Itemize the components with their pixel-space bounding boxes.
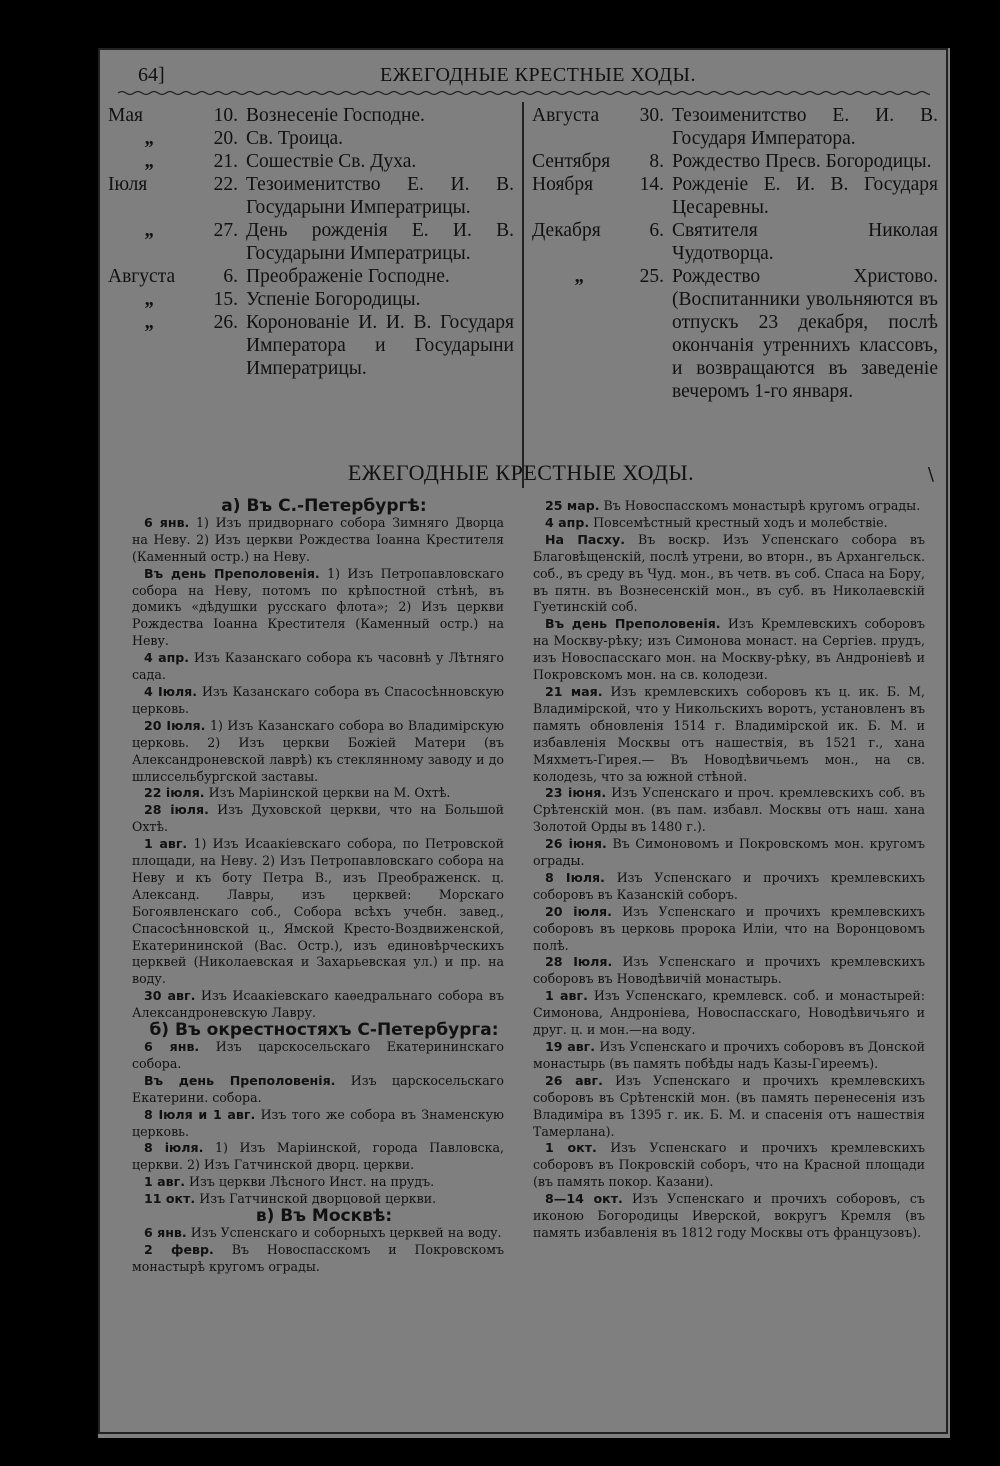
region-heading: б) Въ окрестностяхъ С-Петербурга: bbox=[149, 1020, 499, 1041]
holiday-month: Декабря bbox=[532, 220, 601, 241]
procession-entry bbox=[132, 785, 504, 802]
procession-date: Въ день Преполовенія. bbox=[545, 616, 721, 632]
holiday-entry bbox=[532, 219, 938, 265]
procession-text: 1) Изъ Казанскаго собора во Владимірскую церковь. 2) Изъ церкви Божіей Матери (въ Александроневской лаврѣ) къ стеклянному заводу и до шлиссельбургской заставы. bbox=[132, 717, 504, 784]
procession-text: Изъ Успенскаго и прочихъ соборовъ, съ иконою Богородицы Иверской, вокругъ Кремля (въ память избавленія въ 1812 году Москвы отъ французовъ). bbox=[533, 1191, 925, 1240]
procession-entry bbox=[132, 650, 504, 684]
procession-date: 25 мар. bbox=[545, 498, 600, 513]
procession-text: Въ воскр. Изъ Успенскаго собора въ Благовѣщенскій, послѣ утрени, во вторн., въ Архангельск. соб., въ среду въ Чуд. мон., въ четв. въ соб. Спаса на Бору, въ пятн. въ Вознесенскій мон., въ суб. въ Николаевскій Гуетинскій соб. bbox=[533, 531, 925, 615]
procession-text: Въ Симоновомъ и Покровскомъ мон. кругомъ ограды. bbox=[533, 836, 925, 869]
procession-entry bbox=[533, 1039, 925, 1073]
holiday-entry bbox=[108, 127, 514, 150]
procession-date: 6 янв. bbox=[144, 1039, 200, 1054]
procession-text: Изъ Успенскаго и прочихъ соборовъ въ Донской монастырь (въ память побѣды надъ Казы-Гиреемъ). bbox=[533, 1039, 925, 1071]
holiday-entry bbox=[532, 265, 938, 403]
procession-text: Изъ Успенскаго и прочихъ кремлевскихъ соборовъ въ Покровскій соборъ, что на Красной площади (въ память покор. Казани). bbox=[533, 1140, 926, 1190]
procession-entry bbox=[533, 785, 925, 836]
holiday-day: 30. bbox=[639, 105, 664, 126]
holiday-entry bbox=[108, 288, 514, 311]
holiday-entry bbox=[108, 150, 514, 173]
holiday-month: „ bbox=[145, 128, 155, 149]
procession-text: 1) Изъ Петропавловскаго собора на Неву, потомъ по крѣпостной стѣнѣ, въ домикъ «дѣдушки русскаго флота»; 2) Изъ церкви Рождества Іоанна Крестителя (Каменный остр.) на Неву. bbox=[132, 565, 504, 649]
holiday-name: Вознесеніе Господне. bbox=[246, 105, 425, 126]
procession-entry bbox=[533, 1191, 925, 1242]
procession-date: 8 Іюля. bbox=[545, 869, 605, 885]
procession-text: Изъ Успенскаго, кремлевск. соб. и монастырей: Симонова, Андроніева, Новоспасскаго, Новодѣвичьяго и друг. ц. и мон.—на воду. bbox=[533, 988, 925, 1038]
procession-entry bbox=[533, 988, 925, 1039]
procession-entry bbox=[533, 515, 925, 532]
holiday-month: „ bbox=[145, 289, 155, 310]
procession-date: 11 окт. bbox=[144, 1191, 196, 1207]
holiday-day: 6. bbox=[223, 266, 238, 287]
holiday-entry bbox=[108, 311, 514, 380]
holiday-day: 20. bbox=[213, 128, 238, 149]
holiday-day: 10. bbox=[213, 105, 238, 126]
holidays-left-column bbox=[108, 104, 514, 380]
holiday-day: 15. bbox=[213, 289, 238, 310]
procession-entry bbox=[132, 1242, 504, 1276]
wavy-rule bbox=[118, 90, 930, 96]
holiday-name: Рождество Пресв. Богородицы. bbox=[672, 151, 932, 172]
procession-text: Повсемѣстный крестный ходъ и молебствіе. bbox=[593, 514, 888, 530]
procession-text: Изъ Казанскаго собора въ Спасосѣнновскую церковь. bbox=[132, 683, 504, 716]
procession-date: 6 янв. bbox=[144, 514, 190, 530]
procession-entry bbox=[132, 802, 504, 836]
procession-date: 30 авг. bbox=[144, 988, 196, 1004]
procession-date: 26 авг. bbox=[545, 1072, 603, 1088]
holiday-day: 25. bbox=[639, 266, 664, 287]
procession-date: 21 мая. bbox=[545, 683, 603, 699]
procession-date: 8 іюля. bbox=[144, 1140, 204, 1156]
procession-date: 26 іюня. bbox=[545, 836, 607, 852]
procession-entry bbox=[533, 532, 925, 617]
holiday-name: Рождество Христово. (Воспитанники увольняются въ отпускъ 23 декабря, послѣ окончанія утреннихъ классовъ, и возвращаются въ заведеніе вечеромъ 1-го января. bbox=[672, 266, 938, 402]
procession-date: Въ день Преполовенія. bbox=[144, 1072, 336, 1088]
procession-date: 19 авг. bbox=[545, 1039, 596, 1054]
procession-date: 1 авг. bbox=[144, 1174, 185, 1190]
procession-date: 28 іюля. bbox=[144, 802, 209, 818]
procession-text: 1) Изъ Маріинской, города Павловска, церкви. 2) Изъ Гатчинской дворц. церкви. bbox=[132, 1140, 504, 1173]
procession-text: Изъ Казанскаго собора къ часовнѣ у Лѣтняго сада. bbox=[132, 650, 504, 683]
procession-entry bbox=[132, 1107, 504, 1141]
holiday-name: Преображеніе Господне. bbox=[246, 266, 450, 287]
procession-date: 1 авг. bbox=[545, 988, 588, 1004]
holiday-month: Ноября bbox=[532, 174, 594, 195]
region-heading: в) Въ Москвѣ: bbox=[255, 1206, 393, 1227]
procession-date: 4 апр. bbox=[144, 650, 190, 666]
procession-text: Изъ Кремлевскихъ соборовъ на Москву-рѣку; изъ Симонова монаст. на Сергіев. прудъ, изъ Новоспасскаго мон. на Москву-рѣку, въ Андроніевѣ и Покровскомъ мон. на св. колодези. bbox=[533, 616, 925, 683]
procession-date: 28 Іюля. bbox=[545, 954, 613, 970]
procession-entry bbox=[533, 616, 925, 684]
procession-entry bbox=[533, 904, 925, 955]
procession-date: 4 Іюля. bbox=[144, 683, 198, 699]
holiday-day: 27. bbox=[213, 220, 238, 241]
procession-text: Изъ кремлевскихъ соборовъ къ ц. ик. Б. М, Владимірской, что у Никольскихъ воротъ, установленъ въ память обновленія 1514 г. Владимірской ик. Б. М. и избавленія Москвы отъ нашествія, въ 1521 г., хана Мяхметъ-Гирея.— Въ Новодѣвичьемъ мон., на св. колодезь, что за южной стѣной. bbox=[533, 683, 925, 784]
holiday-name: Тезоименитство Е. И. В. Государя Императора. bbox=[672, 105, 938, 149]
procession-entry bbox=[533, 1073, 925, 1141]
procession-date: 1 авг. bbox=[144, 836, 188, 852]
holiday-month: Мая bbox=[108, 105, 143, 126]
procession-text: Изъ Духовской церкви, что на Большой Охтѣ. bbox=[132, 802, 504, 835]
procession-date: 20 іюля. bbox=[545, 903, 612, 919]
holiday-day: 14. bbox=[639, 174, 664, 195]
procession-date: 8 Іюля и 1 авг. bbox=[144, 1106, 256, 1122]
procession-entry bbox=[132, 566, 504, 651]
procession-entry bbox=[132, 515, 504, 566]
procession-text: 1) Изъ придворнаго собора Зимняго Дворца на Неву. 2) Изъ церкви Рождества Іоанна Крестителя (Каменный остр.) на Неву. bbox=[132, 514, 504, 564]
procession-date: 1 окт. bbox=[545, 1140, 597, 1156]
procession-entry bbox=[132, 1073, 504, 1107]
procession-text: Изъ Исаакіевскаго каѳедральнаго собора въ Александроневскую Лавру. bbox=[132, 988, 504, 1021]
section-title: ЕЖЕГОДНЫЕ КРЕСТНЫЕ ХОДЫ. bbox=[347, 460, 695, 485]
procession-entry bbox=[533, 954, 925, 988]
margin-mark: \ bbox=[927, 464, 934, 485]
holiday-name: День рожденія Е. И. В. Государыни Императрицы. bbox=[246, 220, 514, 264]
holiday-name: Тезоименитство Е. И. В. Государыни Императрицы. bbox=[246, 174, 514, 218]
region-heading: а) Въ С.-Петербургѣ: bbox=[221, 496, 427, 516]
holiday-name: Успеніе Богородицы. bbox=[246, 289, 421, 310]
holiday-month: Іюля bbox=[108, 174, 148, 195]
procession-entry bbox=[132, 1039, 504, 1073]
procession-date: 22 іюля. bbox=[144, 785, 205, 801]
holiday-month: „ bbox=[575, 266, 585, 287]
holiday-month: „ bbox=[145, 151, 155, 172]
procession-date: 23 іюня. bbox=[545, 785, 607, 801]
procession-entry bbox=[132, 718, 504, 786]
processions-right-column bbox=[533, 498, 925, 1242]
holiday-day: 26. bbox=[213, 312, 238, 333]
procession-date: 6 янв. bbox=[144, 1224, 187, 1240]
holiday-month: Августа bbox=[532, 105, 600, 126]
holiday-month: Сентября bbox=[532, 151, 611, 172]
procession-entry bbox=[132, 836, 504, 988]
procession-text: Изъ того же собора въ Знаменскую церковь. bbox=[132, 1106, 504, 1139]
procession-text: Изъ царскосельскаго Екатерини. собора. bbox=[132, 1072, 504, 1105]
procession-date: Въ день Преполовенія. bbox=[144, 565, 320, 581]
holiday-month: „ bbox=[145, 220, 155, 241]
procession-text: Изъ Успенскаго и прочихъ кремлевскихъ соборовъ въ Срѣтенскій мон. (въ память перенесенія изъ Владиміра въ 1395 г. ик. Б. М. и спасенія отъ нашествія Тамерлана). bbox=[533, 1072, 926, 1139]
page bbox=[98, 48, 950, 1438]
holiday-day: 22. bbox=[213, 174, 238, 195]
holiday-entry bbox=[108, 104, 514, 127]
procession-entry bbox=[533, 870, 925, 904]
holiday-day: 21. bbox=[213, 151, 238, 172]
procession-text: Изъ Гатчинской дворцовой церкви. bbox=[199, 1191, 437, 1207]
procession-entry bbox=[132, 1225, 504, 1242]
procession-date: 8—14 окт. bbox=[545, 1191, 623, 1207]
procession-date: На Пасху. bbox=[545, 531, 625, 547]
procession-entry bbox=[533, 1140, 925, 1191]
holiday-month: Августа bbox=[108, 266, 176, 287]
procession-text: Изъ Успенскаго и проч. кремлевскихъ соб. въ Срѣтенскій мон. (въ пам. избавл. Москвы отъ наш. хана Золотой Орды въ 1480 г.). bbox=[533, 785, 925, 835]
holiday-entry bbox=[108, 173, 514, 219]
holiday-entry bbox=[532, 150, 938, 173]
procession-text: Въ Новоспасскомъ монастырѣ кругомъ ограды. bbox=[603, 498, 921, 513]
holiday-name: Сошествіе Св. Духа. bbox=[246, 151, 417, 172]
procession-date: 2 февр. bbox=[144, 1241, 214, 1257]
running-title: ЕЖЕГОДНЫЕ КРЕСТНЫЕ ХОДЫ. bbox=[380, 64, 696, 86]
holidays-right-column bbox=[532, 104, 938, 403]
holiday-name: Св. Троица. bbox=[246, 128, 344, 149]
holiday-day: 6. bbox=[649, 220, 664, 241]
holiday-entry bbox=[532, 104, 938, 150]
holiday-day: 8. bbox=[649, 151, 664, 172]
procession-text: Изъ Успенскаго и прочихъ кремлевскихъ соборовъ въ церковь пророка Иліи, что на Воронцовомъ полѣ. bbox=[533, 903, 925, 953]
procession-text: Изъ царскосельскаго Екатерининскаго собора. bbox=[132, 1039, 504, 1071]
procession-text: Изъ Успенскаго и прочихъ кремлевскихъ соборовъ въ Казанскій соборъ. bbox=[533, 869, 925, 902]
holiday-month: „ bbox=[145, 312, 155, 333]
procession-text: Изъ Успенскаго и соборныхъ церквей на воду. bbox=[190, 1224, 502, 1240]
column-divider bbox=[522, 102, 524, 488]
holiday-entry bbox=[532, 173, 938, 219]
procession-entry bbox=[533, 836, 925, 870]
holiday-name: Коронованіе И. И. В. Государя Императора и Государыни Императрицы. bbox=[246, 312, 514, 379]
procession-entry bbox=[533, 684, 925, 785]
procession-entry bbox=[132, 988, 504, 1022]
procession-date: 20 Іюля. bbox=[144, 717, 206, 733]
procession-text: Изъ церкви Лѣсного Инст. на прудъ. bbox=[189, 1174, 435, 1190]
procession-entry bbox=[132, 1174, 504, 1191]
holiday-name: Святителя Николая Чудотворца. bbox=[672, 220, 938, 264]
holiday-entry bbox=[108, 219, 514, 265]
holiday-entry bbox=[108, 265, 514, 288]
processions-left-column bbox=[132, 498, 504, 1276]
procession-entry bbox=[533, 498, 925, 515]
procession-entry bbox=[132, 684, 504, 718]
procession-entry bbox=[132, 1140, 504, 1174]
procession-date: 4 апр. bbox=[545, 514, 590, 530]
procession-text: Въ Новоспасскомъ и Покровскомъ монастырѣ кругомъ ограды. bbox=[132, 1241, 505, 1274]
holiday-name: Рожденіе Е. И. В. Государя Цесаревны. bbox=[672, 174, 938, 218]
procession-text: Изъ Маріинской церкви на М. Охтѣ. bbox=[208, 785, 451, 801]
page-number: 64] bbox=[138, 64, 165, 86]
procession-text: Изъ Успенскаго и прочихъ кремлевскихъ соборовъ въ Новодѣвичій монастырь. bbox=[533, 954, 925, 987]
procession-text: 1) Изъ Исаакіевскаго собора, по Петровской площади, на Неву. 2) Изъ Петропавловскаго собора на Неву и къ боту Петра В., изъ Преображенск. ц. Александ. Лавры, изъ церквей: Морскаго Богоявленскаго соб., Собора всѣхъ учебн. завед., Спасосѣнновской ц., Ямской Кресто-Воздвиженской, Екатерининской (Вас. Остр.), изъ единовѣрческихъ церквей (Николаевская и Захарьевская ул.) и пр. на воду. bbox=[132, 836, 504, 987]
